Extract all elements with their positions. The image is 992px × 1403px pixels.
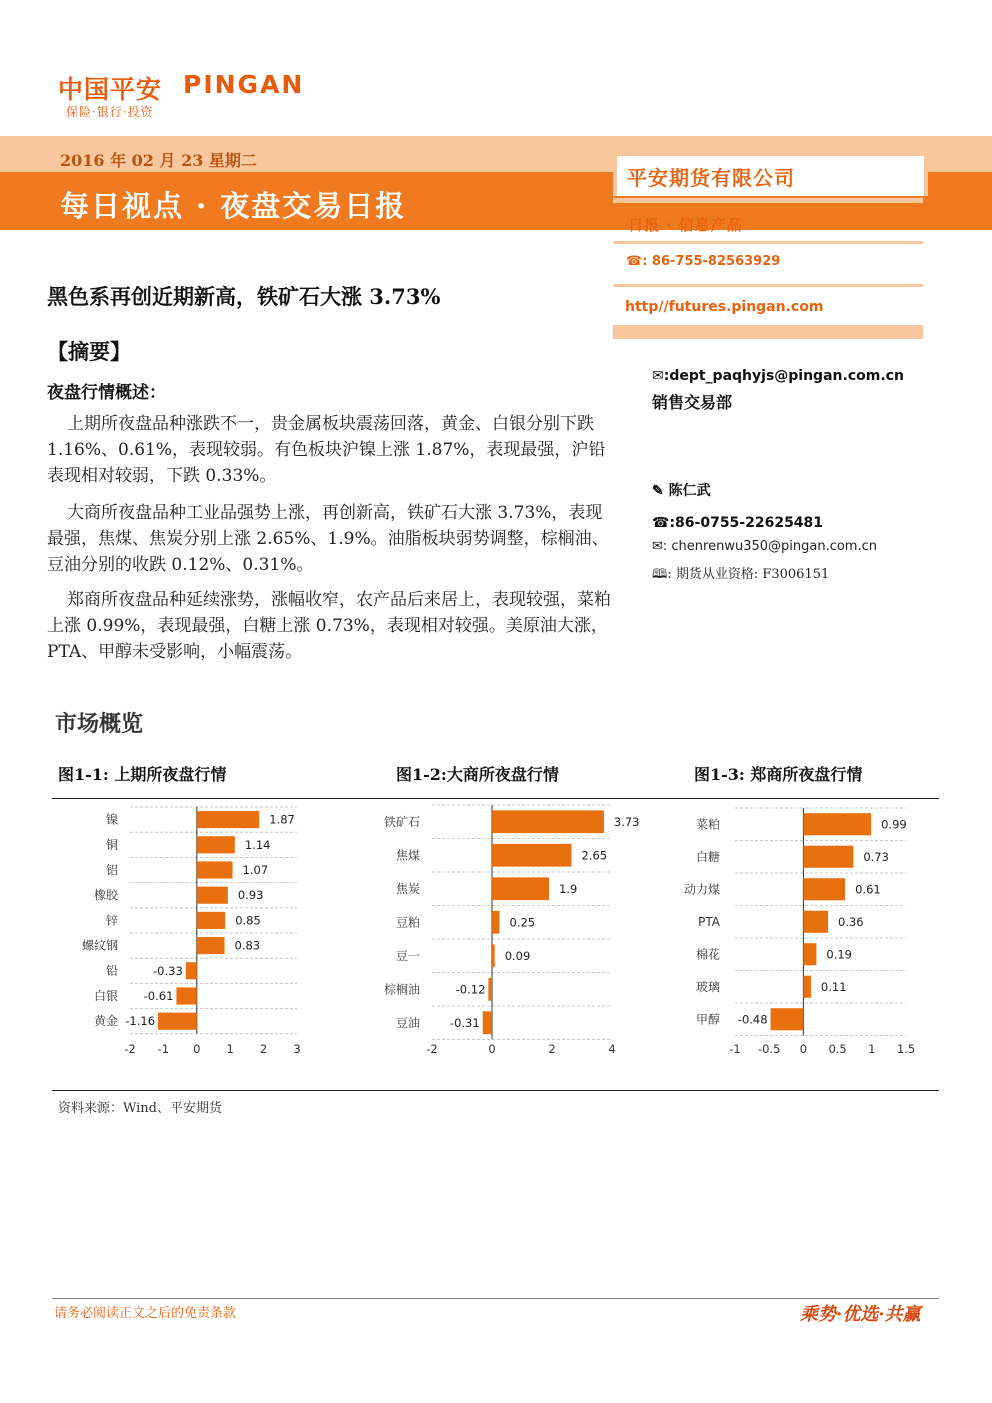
category-label: 铜 <box>105 837 118 852</box>
figure-bottom-rule <box>52 1090 939 1091</box>
tick-label: 1 <box>868 1042 876 1056</box>
logo-tagline: 保险·银行·投资 <box>66 105 154 119</box>
data-label: 0.83 <box>234 938 261 953</box>
data-label: 1.87 <box>269 812 295 827</box>
data-label: -0.31 <box>449 1015 480 1030</box>
paragraph-shfe: 上期所夜盘品种涨跌不一，贵金属板块震荡回落，黄金、白银分别下跌 1.16%、0.61%，表现较弱。有色板块沪镍上涨 1.87%，表现最强，沪铅表现相对较弱，下跌 0.33%。 <box>47 414 606 486</box>
category-label: 棕榈油 <box>383 982 420 997</box>
company-box <box>613 156 928 196</box>
category-label: 铝 <box>105 863 118 877</box>
category-label: 甲醇 <box>695 1012 720 1027</box>
overview-heading: 夜盘行情概述： <box>47 383 166 403</box>
category-label: 豆粕 <box>395 915 420 930</box>
bar <box>197 912 225 929</box>
bar <box>488 978 492 1001</box>
data-label: 0.11 <box>820 979 847 994</box>
data-label: -0.33 <box>153 963 183 978</box>
data-label: -0.12 <box>455 982 486 997</box>
chart-shfe <box>60 803 320 1068</box>
analyst-email[interactable]: ✉: chenrenwu350@pingan.com.cn <box>652 539 877 554</box>
data-label: 0.61 <box>855 882 881 897</box>
chart-czce <box>660 803 930 1068</box>
company-phone: ☎: 86-755-82563929 <box>626 254 781 269</box>
market-overview-heading: 市场概览 <box>55 711 144 737</box>
category-label: 橡胶 <box>93 888 118 903</box>
bar <box>803 846 853 868</box>
divider <box>613 284 923 287</box>
bar <box>176 987 196 1004</box>
category-label: 豆一 <box>395 948 420 963</box>
bar <box>197 887 228 904</box>
tick-label: -1 <box>157 1042 170 1056</box>
tick-label: -2 <box>426 1042 438 1056</box>
category-label: 焦煤 <box>395 848 420 863</box>
bar <box>186 962 197 979</box>
category-label: 白银 <box>93 989 118 1003</box>
tick-label: -2 <box>124 1042 136 1056</box>
bar <box>492 844 572 867</box>
logo-english: PINGAN <box>183 70 305 99</box>
bar <box>803 943 816 965</box>
category-label: 棉花 <box>695 947 720 962</box>
category-label: 菜粕 <box>695 817 720 832</box>
analyst-certificate: 🕮: 期货从业资格: F3006151 <box>652 567 830 582</box>
tick-label: 3 <box>293 1042 301 1056</box>
category-label: 玻璃 <box>695 979 720 994</box>
footer-rule <box>52 1298 939 1299</box>
dept-email[interactable]: ✉:dept_paqhyjs@pingan.com.cn <box>652 368 904 384</box>
tick-label: 1 <box>226 1042 234 1056</box>
category-label: 黄金 <box>93 1014 118 1029</box>
bar <box>492 877 549 900</box>
chart-title-dce: 图1-2:大商所夜盘行情 <box>396 765 559 784</box>
bar <box>197 937 225 954</box>
data-label: 0.93 <box>237 888 264 903</box>
data-label: 0.85 <box>235 913 261 928</box>
bar <box>197 811 259 828</box>
category-label: 锌 <box>105 913 118 928</box>
data-source: 资料来源：Wind、平安期货 <box>58 1101 222 1116</box>
category-label: 铁矿石 <box>383 814 420 829</box>
tick-label: -0.5 <box>757 1042 781 1056</box>
category-label: 动力煤 <box>683 882 720 897</box>
logo-chinese: 中国平安 <box>58 75 163 104</box>
data-label: 0.73 <box>863 849 889 864</box>
bar <box>492 944 495 967</box>
category-label: 镍 <box>105 812 118 827</box>
tick-label: 0 <box>799 1042 808 1056</box>
tick-label: 1.5 <box>896 1042 916 1056</box>
category-label: 豆油 <box>395 1015 420 1030</box>
divider <box>613 325 923 339</box>
report-type: 日报 · 信息产品 <box>628 216 743 234</box>
tick-label: 4 <box>608 1042 616 1056</box>
analyst-phone: ☎:86-0755-22625481 <box>652 515 824 531</box>
category-label: 铅 <box>105 963 118 978</box>
company-url[interactable]: http//futures.pingan.com <box>625 299 824 315</box>
chart-title-shfe: 图1-1: 上期所夜盘行情 <box>58 765 227 784</box>
tick-label: 2 <box>548 1042 556 1056</box>
data-label: -0.48 <box>737 1012 768 1027</box>
report-title: 每日视点 · 夜盘交易日报 <box>60 189 407 223</box>
paragraph-dce: 大商所夜盘品种工业品强势上涨，再创新高，铁矿石大涨 3.73%，表现最强，焦煤、焦炭分别上涨 2.65%、1.9%。油脂板块弱势调整，棕榈油、豆油分别的收跌 0.12%、0.31%。 <box>47 503 609 575</box>
bar <box>771 1008 804 1030</box>
bar <box>197 836 235 853</box>
category-label: 焦炭 <box>395 881 420 896</box>
bar <box>803 878 845 900</box>
bar <box>492 810 604 833</box>
bar <box>158 1013 197 1030</box>
data-label: 0.25 <box>509 915 536 930</box>
tick-label: 0.5 <box>828 1042 847 1056</box>
category-label: 白糖 <box>695 849 720 864</box>
bar <box>197 861 233 878</box>
bar <box>803 813 871 835</box>
data-label: 2.65 <box>581 848 608 863</box>
category-label: 螺纹钢 <box>81 938 118 953</box>
bar <box>492 911 500 934</box>
data-label: 1.9 <box>559 881 578 896</box>
figure-top-rule <box>52 798 939 799</box>
paragraph-czce: 郑商所夜盘品种延续涨势，涨幅收窄，农产品后来居上，表现较强，菜粕上涨 0.99%，表现最强，白糖上涨 0.73%，表现相对较强。美原油大涨，PTA、甲醇未受影响，小幅震荡。 <box>47 590 611 662</box>
dept-name: 销售交易部 <box>652 393 733 412</box>
data-label: 1.14 <box>244 837 271 852</box>
chart-dce <box>360 803 640 1068</box>
bar <box>803 911 828 933</box>
divider <box>613 198 923 203</box>
chart-title-czce: 图1-3: 郑商所夜盘行情 <box>694 765 863 784</box>
tick-label: 2 <box>259 1042 268 1056</box>
data-label: 3.73 <box>613 814 640 829</box>
data-label: -0.61 <box>143 989 174 1003</box>
data-label: 0.19 <box>826 947 853 962</box>
summary-heading: 【摘要】 <box>47 339 131 364</box>
bar <box>483 1011 492 1034</box>
tick-label: -1 <box>729 1042 741 1056</box>
data-label: 0.36 <box>838 914 864 929</box>
disclaimer-link[interactable]: 请务必阅读正文之后的免责条款 <box>54 1306 237 1321</box>
slogan: 乘势·优选·共赢 <box>800 1304 921 1325</box>
report-date: 2016 年 02 月 23 星期二 <box>60 151 257 170</box>
divider <box>613 241 923 244</box>
company-name: 平安期货有限公司 <box>627 166 795 190</box>
data-label: 0.09 <box>504 948 531 963</box>
analyst-name: ✎ 陈仁武 <box>652 483 711 499</box>
tick-label: 0 <box>488 1042 496 1056</box>
bar <box>803 976 811 998</box>
headline: 黑色系再创近期新高，铁矿石大涨 3.73% <box>47 284 441 309</box>
data-label: -1.16 <box>125 1014 156 1029</box>
data-label: 0.99 <box>881 817 907 832</box>
data-label: 1.07 <box>242 863 269 877</box>
tick-label: 0 <box>193 1042 201 1056</box>
category-label: PTA <box>698 914 720 929</box>
